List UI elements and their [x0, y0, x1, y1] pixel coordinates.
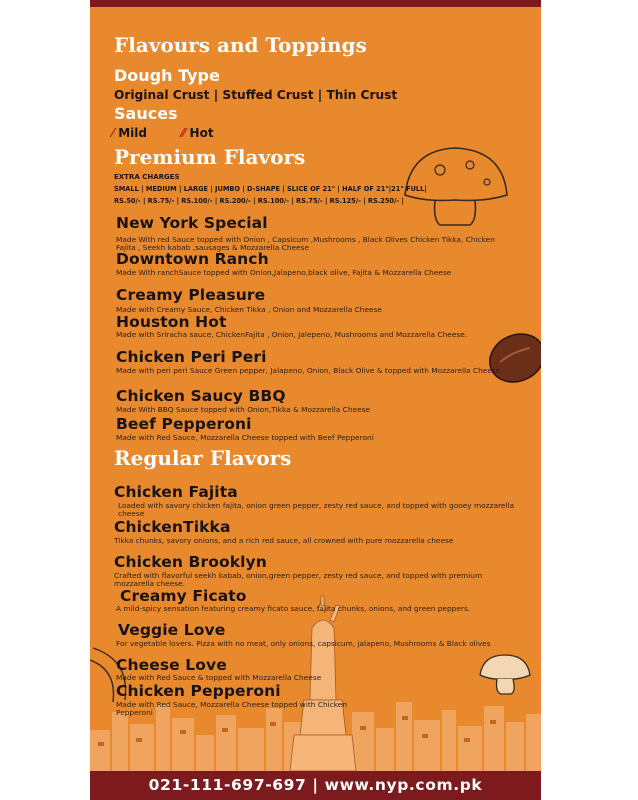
regular-item-desc: Tikka chunks, savory onions, and a rich red sauce, all crowned with pure mozzarella cheese — [114, 536, 454, 545]
premium-item-desc: Made with peri peri Sauce Green pepper, Jalapeno, Onion, Black Olive & topped with Mozzarella Cheese — [116, 366, 501, 375]
regular-item-desc: For vegetable lovers. Pizza with no meat, only onions, capsicum, jalapeno, Mushrooms & Black olives — [116, 639, 491, 648]
premium-item-name: Chicken Peri Peri — [116, 348, 267, 366]
regular-item-desc: Loaded with savory chicken fajita, onion green pepper, zesty red sauce, and topped with gooey mozzarella cheese — [118, 501, 515, 519]
sauce-mild: Mild — [118, 126, 147, 140]
regular-item-desc: Crafted with flavorful seekh kabab, onion,green pepper, zesty red sauce, and topped with premium mozzarella cheese. — [114, 571, 483, 589]
sauce-options — [112, 126, 214, 140]
regular-item-name: Creamy Ficato — [120, 587, 247, 605]
regular-item-name: Chicken Brooklyn — [114, 553, 267, 571]
menu-card — [90, 0, 541, 800]
premium-item-desc: Made With red Sauce topped with Onion , Capsicum ,Mushrooms , Black Olives Chicken Tikka, Chicken Fajita , Seekh kabab ,sausages & Mozzarella Cheese — [116, 235, 495, 253]
premium-item-desc: Made with Creamy Sauce, Chicken Tikka , Onion and Mozzarella Cheese — [116, 305, 382, 314]
extra-charges-sizes: SMALL | MEDIUM | LARGE | JUMBO | D-SHAPE | SLICE OF 21" | HALF OF 21"|21" FULL| — [114, 185, 427, 193]
premium-flavors-title: Premium Flavors — [114, 145, 306, 169]
regular-item-name: Chicken Fajita — [114, 483, 238, 501]
regular-item-name: ChickenTikka — [114, 518, 231, 536]
regular-item-desc: A mild-spicy sensation featuring creamy ficato sauce, fajita chunks, onions, and green peppers. — [116, 604, 471, 613]
premium-item-name: Beef Pepperoni — [116, 415, 252, 433]
dough-type-heading: Dough Type — [114, 66, 220, 85]
regular-flavors-title: Regular Flavors — [114, 446, 292, 470]
regular-item-name: Chicken Pepperoni — [116, 682, 281, 700]
dough-options: Original Crust | Stuffed Crust | Thin Crust — [114, 88, 398, 102]
regular-item-name: Cheese Love — [116, 656, 227, 674]
regular-item-desc: Made with Red Sauce, Mozzarella Cheese topped with Chicken Pepperoni — [116, 700, 348, 718]
page-title: Flavours and Toppings — [114, 33, 367, 57]
premium-item-name: Creamy Pleasure — [116, 286, 266, 304]
double-chili-icon: ⁄⁄ — [181, 126, 186, 140]
premium-item-desc: Made with Sriracha sauce, ChickenFajita , Onion, Jalepeno, Mushrooms and Mozzarella Cheese. — [116, 330, 468, 339]
footer-contact: 021-111-697-697 | www.nyp.com.pk — [90, 771, 541, 800]
premium-item-desc: Made With BBQ Sauce topped with Onion,Tikka & Mozzarella Cheese — [116, 405, 371, 414]
premium-item-name: New York Special — [116, 214, 268, 232]
premium-item-name: Downtown Ranch — [116, 250, 269, 268]
premium-item-desc: Made with Red Sauce, Mozzarella Cheese topped with Beef Pepperoni — [116, 433, 374, 442]
premium-item-name: Houston Hot — [116, 313, 227, 331]
premium-item-name: Chicken Saucy BBQ — [116, 387, 286, 405]
extra-charges-label: EXTRA CHARGES — [114, 173, 180, 181]
premium-item-desc: Made With ranchSauce topped with Onion,Jalapeno,black olive, Fajita & Mozzarella Cheese — [116, 268, 452, 277]
sauces-heading: Sauces — [114, 104, 178, 123]
chili-icon: ⁄ — [112, 126, 115, 140]
regular-item-name: Veggie Love — [118, 621, 226, 639]
regular-item-desc: Made with Red Sauce & topped with Mozzarella Cheese — [116, 673, 322, 682]
sauce-hot: Hot — [189, 126, 214, 140]
extra-charges-prices: RS.50/- | RS.75/- | RS.100/- | RS.200/- | RS.100/- | RS.75/- | RS.125/- | RS.250/- | — [114, 197, 404, 205]
